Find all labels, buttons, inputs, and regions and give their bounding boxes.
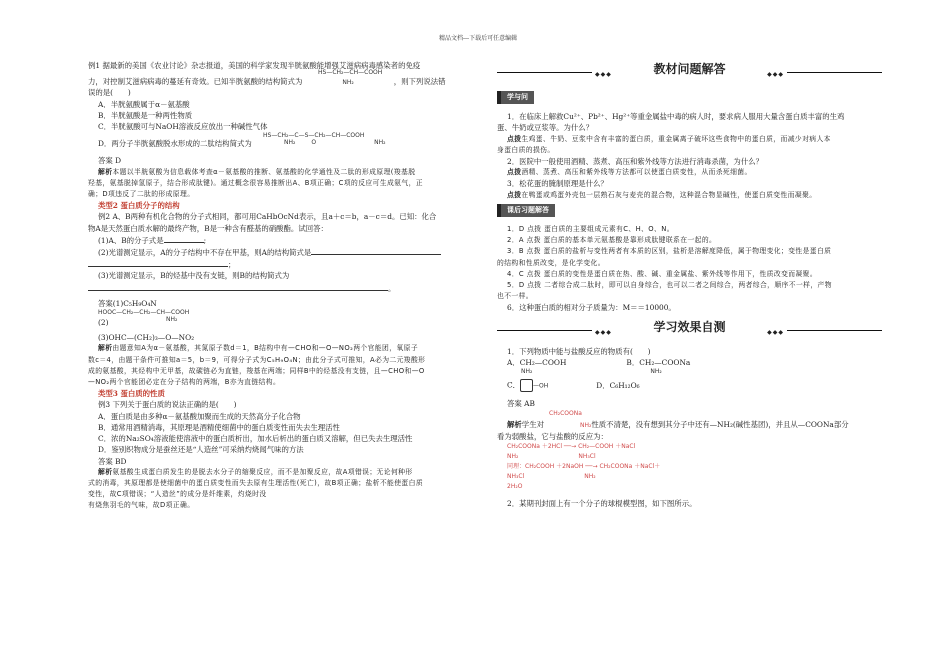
section-textbook-answers <box>497 62 882 84</box>
example-2-explanation: 解析由题意知A为α－氨基酸，其氮原子数d＝1，B结构中有—CHO和—O—NO₂两个官能团，氧原子 <box>98 344 419 353</box>
example-3-option-b: B．通常用酒精消毒，其原理是酒精使细菌中的蛋白质变性而失去生理活性 <box>98 422 340 432</box>
page-header: 精品文档---下载后可任意编辑 <box>439 35 518 42</box>
test-question-2: 2．某期刊封面上有一个分子的球棍模型图，如下图所示。 <box>507 499 697 509</box>
example-3-option-c: C．浓的Na₂SO₄溶液能使溶液中的蛋白质析出，加水后析出的蛋白质又溶解，但已失去生理活性 <box>98 434 413 444</box>
option-c: C．半胱氨酸可与NaOH溶液反应放出一种碱性气体 <box>98 122 268 132</box>
example-3-explanation: 解析氨基酸生成蛋白质发生的是脱去水分子的缩聚反应，而不是加聚反应，故A项错误；无论何种形 <box>98 467 413 476</box>
homework-2: 2．A 点拨 蛋白质的基本单元氨基酸是靠形成肽键联系在一起的。 <box>507 236 717 245</box>
example-2-answer-1: 答案(1)C₅H₉O₄N <box>98 298 157 308</box>
tag-homework-answers: 课后习题解答 <box>497 204 555 217</box>
option-d: D．两分子半胱氨酸脱水形成的二肽结构简式为 <box>98 139 252 149</box>
section-title: 教材问题解答 <box>653 62 726 76</box>
left-column <box>88 60 473 512</box>
example-1-question-line3: 误的是( ) <box>88 88 131 98</box>
test-explanation-1-line2: 看为弱酸盐，它与盐酸的反应为： <box>497 432 608 442</box>
type-3-heading: 类型3 蛋白质的性质 <box>98 389 165 399</box>
equation-2-tail: 2H₂O <box>507 483 523 491</box>
section-dots-right: ◆◆◆ <box>767 71 784 78</box>
test-options-ab: A．CH₂—COOH B．CH₂—COONa <box>507 357 691 367</box>
section-self-test <box>497 320 882 342</box>
example-3-answer: 答案 BD <box>98 456 127 466</box>
example-1-explanation-line3: 确；D项违反了二肽的形成原理。 <box>88 190 195 199</box>
hint-2: 点拨酒精、蒸煮、高压和紫外线等方法都可以使蛋白质变性，从而杀死细菌。 <box>507 168 752 177</box>
homework-5-line2: 也不一样。 <box>497 292 533 301</box>
test-explanation-1: 解析学生对 NH₂性质不清楚，没有想到其分子中还有—NH₂(碱性基团)，并且从—COONa部分 <box>507 420 849 430</box>
example-1-explanation-line2: 羟基，氨基脱掉氢原子，结合形成肽键)。通过概念很容易推断出A、B项正确；C项的反应可生成氨气，正 <box>88 178 423 187</box>
glutamic-acid-structure: HOOC—CH₂—CH₂—CH—COOH <box>98 309 190 317</box>
example-3-explanation-line2: 式的消毒，其原理都是使细菌中的蛋白质变性而失去原有生理活性(死亡)，故B项正确；盐析不能使蛋白质 <box>88 478 424 487</box>
example-3-explanation-line3: 变性，故C项错误；“人造丝”的成分是纤维素，灼烧时没 <box>88 490 267 499</box>
equation-2-substituents: NH₃Cl NH₂ <box>507 473 596 481</box>
example-2-explanation-line3: 成的氨基酸，其烃构中无甲基，故碳链必为直链，羧基在两端；同样B中的烃基没有支链，且—CHO和—O <box>88 366 425 375</box>
tag-study-and-ask: 学与问 <box>497 91 534 104</box>
example-3-explanation-line4: 有烧焦羽毛的气味，故D项正确。 <box>88 501 195 510</box>
example-2-part-1: (1)A、B的分子式是 ; <box>98 235 207 245</box>
homework-3-line2: 的结构和性质改变，是化学变化。 <box>497 258 605 267</box>
question-1-line2: 蛋、牛奶或豆浆等。为什么？ <box>497 123 594 133</box>
equation-1-substituents: NH₂ NH₃Cl <box>507 453 596 461</box>
sodium-glycinate-formula: CH₂COONa <box>549 410 582 418</box>
hint-1-line2: 身蛋白质的损伤。 <box>497 145 555 154</box>
equation-1: CH₂COONa ＋2HCl ──→ CH₂—COOH ＋NaCl <box>507 443 636 451</box>
test-options-ab-nh2: NH₂ NH₂ <box>521 368 662 376</box>
example-1-answer: 答案 D <box>98 156 122 166</box>
example-1-question-line2: 力，对控制艾滋病病毒的蔓延有奇效。已知半胱氨酸的结构简式为 NH₂ ，则下列说法错 <box>88 77 446 87</box>
test-answer-1: 答案 AB <box>507 399 535 409</box>
example-2-question: 例2 A、B两种有机化合物的分子式相同，都可用CaHbOcNd表示，且a＋c＝b，a－c＝d。已知：化合 <box>98 212 437 222</box>
example-2-answer-3: (3)OHC—(CH₂)₃—O—NO₂ <box>98 333 195 343</box>
question-3: 3．松花蛋的腌制原理是什么？ <box>507 179 608 189</box>
type-2-heading: 类型2 蛋白质分子的结构 <box>98 201 180 211</box>
question-1: 1．在临床上解救Cu²⁺、Pb²⁺、Hg²⁺等重金属盐中毒的病人时，要求病人服用大量含蛋白质丰富的生鸡 <box>507 112 845 122</box>
hint-3: 点拨在鸭蛋或鸡蛋外壳包一层熟石灰与麦壳的混合物，这种混合物显碱性，使蛋白质变性而凝聚。 <box>507 190 817 199</box>
question-2: 2．医院中一般使用酒精、蒸煮、高压和紫外线等方法进行消毒杀菌，为什么？ <box>507 157 763 167</box>
homework-3: 3．B 点拨 蛋白质的盐析与变性两者有本质的区别，盐析是溶解度降低，属于物理变化；变性是蛋白质 <box>507 247 832 256</box>
section-dots-left: ◆◆◆ <box>595 328 612 336</box>
test-options-cd: C． —OH D．C₆H₁₂O₆ <box>497 379 882 392</box>
equation-2: 同理：CH₂COOH ＋2NaOH ──→ CH₂COONa ＋NaCl＋ <box>507 463 661 471</box>
example-2-explanation-line4: —NO₂两个官能团必定在分子结构的两端，B亦为直链结构。 <box>88 378 281 387</box>
example-2-answer-2: (2) <box>98 318 109 328</box>
homework-4: 4．C 点拨 蛋白质的变性是蛋白质在热、酸、碱、重金属盐、紫外线等作用下，性质改变而凝聚。 <box>507 269 818 278</box>
dipeptide-structure: HS—CH₂—C—S—CH₂—CH—COOH <box>263 132 365 140</box>
option-a: A．半胱氨酸属于α－氨基酸 <box>98 99 190 109</box>
section-title: 学习效果自测 <box>653 319 726 334</box>
homework-1: 1．D 点拨 蛋白质的主要组成元素有C、H、O、N。 <box>507 225 674 234</box>
cysteine-structure: HS—CH₂—CH—COOH <box>318 69 383 77</box>
example-2-part-2: (2)光谱测定显示，A的分子结构中不存在甲基，则A的结构简式是 <box>88 246 473 258</box>
homework-6: 6．这种蛋白质的相对分子质量为：M＝＝10000。 <box>507 303 676 313</box>
example-3-question: 例3 下列关于蛋白质的说法正确的是( ) <box>98 400 237 410</box>
right-column <box>497 60 882 510</box>
example-2-explanation-line2: 数c＝4，由题干条件可推知a＝5，b＝9，可得分子式为C₅H₉O₄N；由此分子式可推知，A必为二元羧酸形 <box>88 355 426 364</box>
example-1-explanation: 解析本题以半胱氨酸为信息载体考查α－氨基酸的推断、氨基酸的化学通性及二肽的形成原理(羧基脱 <box>98 167 416 176</box>
example-2-question-line2: 物A是天然蛋白质水解的最终产物，B是一种含有醛基的硝酸酯。试回答： <box>88 223 328 233</box>
example-3-option-d: D．鉴别织物成分是蚕丝还是“人造丝”可采纳灼烧闻气味的方法 <box>98 445 304 455</box>
section-dots-right: ◆◆◆ <box>767 328 784 336</box>
glutamic-acid-nh2: NH₂ <box>166 316 178 324</box>
hint-1: 点拨生鸡蛋、牛奶、豆浆中含有丰富的蛋白质，重金属离子破坏这些食物中的蛋白质，而减少对病人本 <box>507 134 831 143</box>
benzene-ring-icon <box>520 379 533 392</box>
example-2-part-2-blank: ； <box>88 258 473 270</box>
test-question-1: 1．下列物质中能与盐酸反应的物质有( ) <box>507 346 651 356</box>
homework-5: 5．D 点拨 二者综合成二肽时，即可以自身综合，也可以二者之间综合，两者综合，顺序不一样，产物 <box>507 281 832 290</box>
example-3-option-a: A．蛋白质是由多种α－氨基酸加聚而生成的天然高分子化合物 <box>98 411 301 421</box>
dipeptide-substituents: NH₂ O NH₂ <box>284 139 386 147</box>
option-b: B．半胱氨酸是一种两性物质 <box>98 110 193 120</box>
section-dots-left: ◆◆◆ <box>595 71 612 78</box>
example-1-question: 例1 据最新的美国《农业讨论》杂志报道，美国的科学家发现半胱氨酸能增强艾滋病病毒感染者的免疫 <box>88 61 421 70</box>
example-2-part-3-blank: 。 <box>88 282 473 294</box>
example-2-part-3: (3)光谱测定显示，B的烃基中没有支链，则B的结构简式为 <box>98 271 290 281</box>
